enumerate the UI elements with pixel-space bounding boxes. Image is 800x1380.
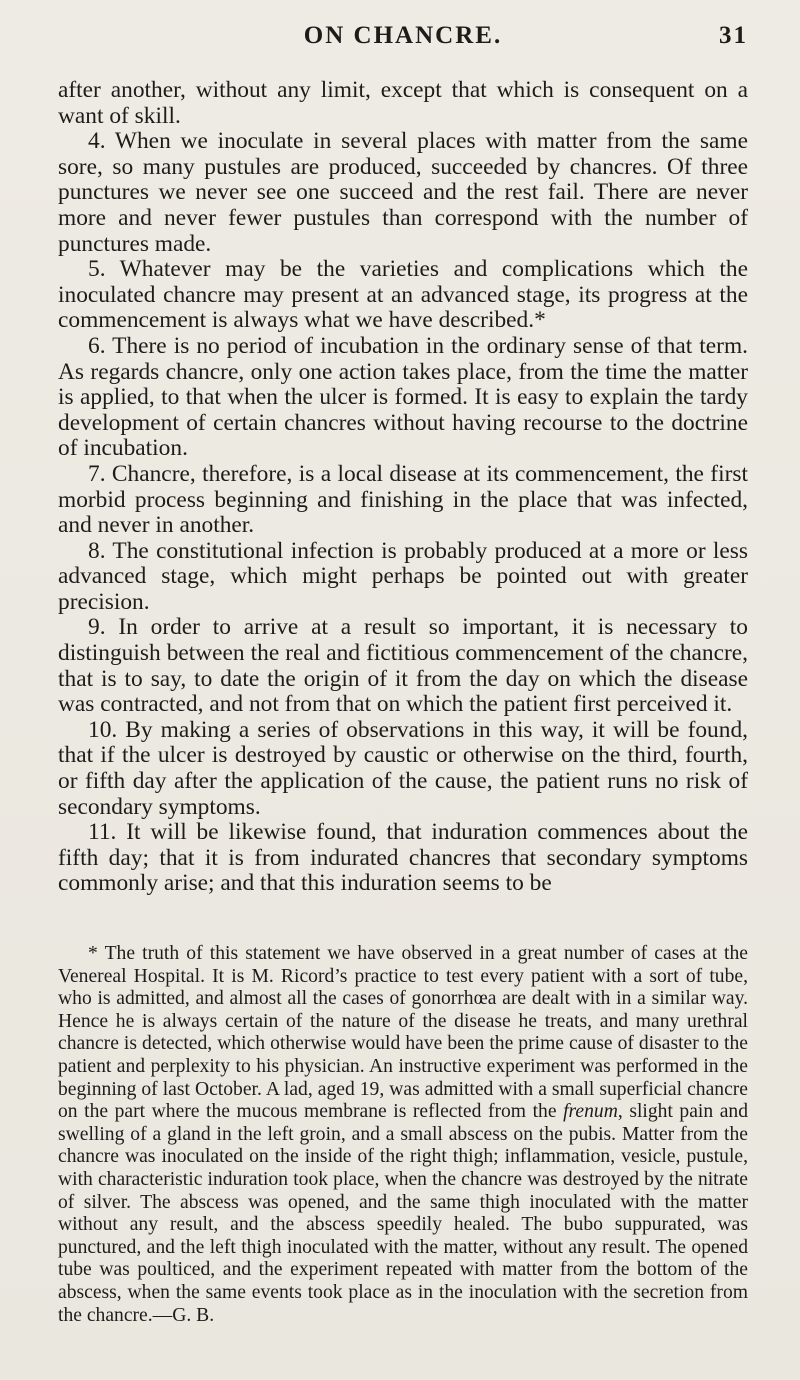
paragraph-continuation: after another, without any limit, except that which is consequent on a want of skill.	[58, 77, 748, 129]
running-title: ON CHANCRE.	[303, 22, 503, 49]
footnote-separator	[58, 897, 748, 943]
paragraph-11: 11. It will be likewise found, that induration commences about the fifth day; that it is from indurated chancres that secondary symptoms commonly arise; and that this induration seems to be	[58, 819, 748, 897]
footnote-text-part2: , slight pain and swelling of a gland in the left groin, and a small abscess on the pubis. Matter from the chancre was inoculated on the inside of the right thigh; inflammation, vesicle, pustule, with characteristic induration took place, when the chancre was destroyed by the nitrate of silver. The abscess was opened, and the same thigh inoculated with the matter without any result, and the abscess speedily healed. The bubo suppurated, was punctured, and the left thigh inoculated with the matter, without any result. The opened tube was poulticed, and the experiment repeated with matter from the bottom of the abscess, when the same events took place as in the inoculation with the secretion from the chancre.—G. B.	[58, 1101, 749, 1326]
paragraph-7: 7. Chancre, therefore, is a local disease at its commencement, the first morbid process beginning and finishing in the place that was infected, and never in another.	[58, 460, 748, 539]
footnote-text	[58, 943, 748, 1327]
footnote-italic-term: frenum	[563, 1101, 618, 1123]
page-number: 31	[719, 22, 748, 49]
footnote-text-part1: * The truth of this statement we have observed in a great number of cases at the Venereal Hospital. It is M. Ricord’s practice to test every patient with a sort of tube, who is admitted, and almost all the cases of gonorrhœa are dealt with in a similar way. Hence he is always certain of the nature of the disease he treats, and many urethral chancre is detected, which otherwise would have been the prime cause of disaster to the patient and perplexity to his physician. An instructive experiment was performed in the beginning of last October. A lad, aged 19, was admitted with a small superficial chancre on the part where the mucous membrane is reflected from the	[58, 943, 748, 1123]
paragraph-10: 10. By making a series of observations in this way, it will be found, that if the ulcer is destroyed by caustic or otherwise on the third, fourth, or fifth day after the application of the cause, the patient runs no risk of secondary symptoms.	[58, 716, 748, 820]
paragraph-9: 9. In order to arrive at a result so important, it is necessary to distinguish between the real and fictitious commencement of the chancre, that is to say, to date the origin of it from the day on which the disease was contracted, and not from that on which the patient first perceived it.	[58, 614, 748, 718]
paragraph-8: 8. The constitutional infection is probably produced at a more or less advanced stage, which might perhaps be pointed out with greater precision.	[58, 537, 748, 615]
running-head	[58, 22, 748, 56]
paragraph-5: 5. Whatever may be the varieties and complications which the inoculated chancre may present at an advanced stage, its progress at the commencement is always what we have described.*	[58, 256, 748, 334]
paragraph-6: 6. There is no period of incubation in the ordinary sense of that term. As regards chancre, only one action takes place, from the time the matter is applied, to that when the ulcer is formed. It is easy to explain the tardy development of certain chancres without having recourse to the doctrine of incubation.	[58, 332, 748, 462]
main-text	[58, 78, 748, 897]
footnote	[58, 943, 748, 1327]
paragraph-4: 4. When we inoculate in several places with matter from the same sore, so many pustules are produced, succeeded by chancres. Of three punctures we never see one succeed and the rest fail. There are never more and never fewer pustules than correspond with the number of punctures made.	[58, 128, 748, 257]
